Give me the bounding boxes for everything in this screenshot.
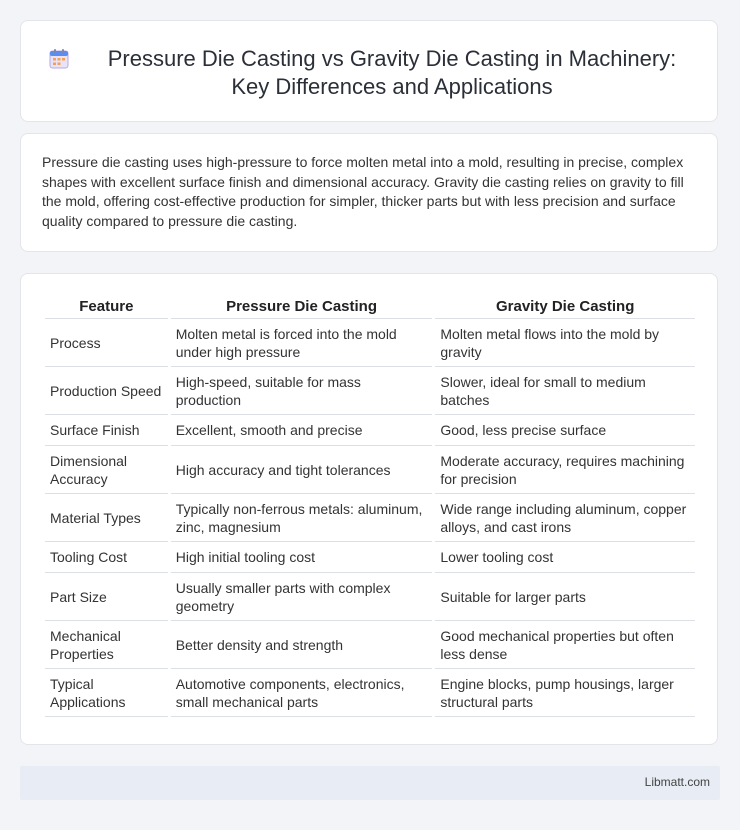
pressure-cell: Automotive components, electronics, small mechanical parts xyxy=(171,669,433,717)
table-row xyxy=(45,367,695,415)
table-row xyxy=(45,319,695,367)
pressure-cell: High initial tooling cost xyxy=(171,542,433,573)
comparison-table xyxy=(42,295,698,717)
pressure-cell: Excellent, smooth and precise xyxy=(171,415,433,446)
gravity-cell: Lower tooling cost xyxy=(435,542,695,573)
column-header-gravity: Gravity Die Casting xyxy=(435,295,695,319)
column-header-pressure: Pressure Die Casting xyxy=(171,295,433,319)
intro-paragraph: Pressure die casting uses high-pressure to force molten metal into a mold, resulting in precise, complex shapes with excellent surface finish and dimensional accuracy. Gravity die casting relies on gravity to fill the mold, offering cost-effective production for simpler, thicker parts but with less precision and surface quality compared to pressure die casting. xyxy=(42,154,684,229)
feature-cell: Part Size xyxy=(45,573,168,621)
feature-cell: Production Speed xyxy=(45,367,168,415)
table-row xyxy=(45,494,695,542)
feature-cell: Mechanical Properties xyxy=(45,621,168,669)
feature-cell: Dimensional Accuracy xyxy=(45,446,168,494)
pressure-cell: Better density and strength xyxy=(171,621,433,669)
pressure-cell: High accuracy and tight tolerances xyxy=(171,446,433,494)
feature-cell: Material Types xyxy=(45,494,168,542)
table-row xyxy=(45,621,695,669)
column-header-feature: Feature xyxy=(45,295,168,319)
title-card xyxy=(20,20,718,122)
footer-bar xyxy=(20,766,720,800)
gravity-cell: Moderate accuracy, requires machining for precision xyxy=(435,446,695,494)
pressure-cell: Usually smaller parts with complex geometry xyxy=(171,573,433,621)
feature-cell: Surface Finish xyxy=(45,415,168,446)
pressure-cell: Molten metal is forced into the mold under high pressure xyxy=(171,319,433,367)
pressure-cell: Typically non-ferrous metals: aluminum, zinc, magnesium xyxy=(171,494,433,542)
gravity-cell: Slower, ideal for small to medium batches xyxy=(435,367,695,415)
table-row xyxy=(45,669,695,717)
intro-card xyxy=(20,133,718,252)
footer-site-link[interactable]: Libmatt.com xyxy=(644,775,710,789)
feature-cell: Typical Applications xyxy=(45,669,168,717)
gravity-cell: Suitable for larger parts xyxy=(435,573,695,621)
comparison-card xyxy=(20,273,718,745)
table-row xyxy=(45,573,695,621)
feature-cell: Tooling Cost xyxy=(45,542,168,573)
page-title: Pressure Die Casting vs Gravity Die Casting in Machinery: Key Differences and Applications xyxy=(107,46,677,99)
gravity-cell: Engine blocks, pump housings, larger structural parts xyxy=(435,669,695,717)
table-row xyxy=(45,542,695,573)
gravity-cell: Molten metal flows into the mold by gravity xyxy=(435,319,695,367)
gravity-cell: Wide range including aluminum, copper alloys, and cast irons xyxy=(435,494,695,542)
table-row xyxy=(45,446,695,494)
table-header-row xyxy=(45,295,695,319)
gravity-cell: Good, less precise surface xyxy=(435,415,695,446)
feature-cell: Process xyxy=(45,319,168,367)
table-row xyxy=(45,415,695,446)
gravity-cell: Good mechanical properties but often less dense xyxy=(435,621,695,669)
pressure-cell: High-speed, suitable for mass production xyxy=(171,367,433,415)
